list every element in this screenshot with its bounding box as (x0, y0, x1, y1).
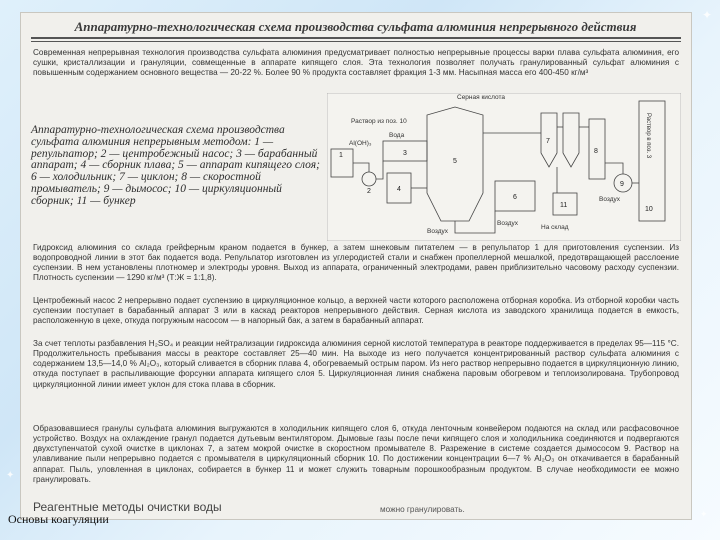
process-diagram (327, 93, 681, 241)
scanned-page (20, 12, 692, 520)
sparkle-decoration: ✦ (6, 470, 15, 481)
slide-caption: Основы коагуляции (8, 512, 109, 526)
overlay-tail-text: можно гранулировать. (380, 505, 465, 514)
title-rule (31, 37, 681, 39)
diagram-number: 3 (403, 150, 407, 157)
diagram-number: 6 (513, 194, 517, 201)
diagram-number: 8 (594, 148, 598, 155)
diagram-number: 5 (453, 158, 457, 165)
overlay-subheading: Реагентные методы очистки воды (33, 500, 222, 514)
body-paragraph: Образовавшиеся гранулы сульфата алюминия выгружаются в холодильник кипящего слоя 6, откуда ленточным конвейером подаются на склад или расфасовочное устройство. Воздух на охлаждение гранул подается дутьевым вентилятором. Дымовые газы после печи кипящего слоя и холодильника соединяются и подвергаются двухступенчатой сухой очистке в циклонах 7, а затем мокрой очистке в скоростном промывателе 8. Разрежение в системе создается дымососом 9. Раствор на улавливание пыли непрерывно подается с промывателя в циркуляционный сборник 10. По достижении концентрации 6—7 % Al₂O₃ он откачивается в барабанный аппарат. Пыль, уловленная в циклонах, собирается в бункер 11 и может служить товарным порошкообразным продуктом. В случае необходимости ее можно гранулировать. (33, 424, 679, 484)
diagram-number: 7 (546, 138, 550, 145)
diagram-number: 1 (339, 152, 343, 159)
diagram-label: Серная кислота (457, 94, 506, 101)
sparkle-decoration: ✦ (702, 8, 713, 22)
scan-title: Аппаратурно-технологическая схема производства сульфата алюминия непрерывного действия (74, 19, 637, 34)
diagram-label: Раствор в поз. 3 (645, 113, 651, 159)
diagram-number: 2 (367, 188, 371, 195)
diagram-label: Al(OH)₃ (349, 140, 372, 147)
diagram-label: Воздух (599, 196, 621, 203)
diagram-label: На склад (541, 224, 569, 231)
diagram-label: Вода (389, 132, 405, 139)
body-paragraph: Центробежный насос 2 непрерывно подает суспензию в циркуляционное кольцо, а верхней части которого расположена отборная коробка. Из отборной коробки часть суспензии поступает в барабанный аппарат 3 или в каскад реакторов непрерывного действия. Серная кислота из заводского хранилища подается в емкость, расположенную в цехе, откуда погружным насосом — в напорный бак, а затем в барабанный аппарат. (33, 296, 679, 326)
body-paragraph: Гидроксид алюминия со склада грейферным краном подается в бункер, а затем шнековым питателем — в репульпатор 1 для приготовления суспензии. Из водопроводной линии в этот бак подается вода. Репульпатор изготовлен из углеродистей стали и снабжен пропеллерной мешалкой, предотвращающей расслоение суспензии. В нем установлены плотномер и электроды уровня. Выход из аппарата, ограниченный электродами, равен приблизительно часовому расходу суспензии. Плотность суспензии — 1290 кг/м³ (Т:Ж = 1:1,8). (33, 243, 679, 283)
diagram-number: 4 (397, 186, 401, 193)
diagram-label: Воздух (497, 220, 519, 227)
intro-paragraph: Современная непрерывная технология производства сульфата алюминия предусматривает полностью непрерывные процессы варки плава сульфата алюминия, его сушки, кристаллизации и грануляции, совмещенные в аппарате кипящего слоя. Эта технология позволяет получать гранулированный сульфат алюминия с повышенным содержанием основного вещества — 20-22 %. Более 90 % продукта составляет фракция 1-3 мм. Насыпная масса его 400-450 кг/м³ (33, 48, 679, 78)
figure-legend: Аппаратурно-технологическая схема производства сульфата алюминия непрерывным методом: 1 — репульпатор; 2 — центробежный насос; 3 — барабанный аппарат; 4 — сборник плава; 5 — аппарат кипящего слоя; 6 — холодильник; 7 — циклон; 8 — скоростной промыватель; 9 — дымосос; 10 — циркуляционный сборник; 11 — бункер (31, 124, 320, 207)
body-paragraph: За счет теплоты разбавления H₂SO₄ и реакции нейтрализации гидроксида алюминия серной кислотой температура в реакторе поддерживается в пределах 95—115 °С. Продолжительность пребывания массы в реакторе составляет 25—40 мин. На выходе из него получается концентрированный раствор сульфата алюминия с содержанием 13,5—14,0 % Al₂O₃, который сливается в сборник плава 4, обогреваемый острым паром. Из него раствор непрерывно подается в циркуляционную линию, откуда поступает в распыливающие форсунки аппарата кипящего слоя 5. Циркуляционная линия снабжена паровым обогревом и теплоизолирована. Трубопровод циркуляционной линии имеет уклон для стока плава в сборник. (33, 339, 679, 389)
title-rule (31, 41, 681, 42)
sparkle-decoration: ✦ (700, 510, 708, 520)
diagram-label: Раствор из поз. 10 (351, 118, 407, 125)
diagram-number: 11 (560, 202, 568, 209)
diagram-label: Воздух (427, 228, 449, 235)
diagram-number: 10 (645, 206, 653, 213)
diagram-number: 9 (620, 181, 624, 188)
